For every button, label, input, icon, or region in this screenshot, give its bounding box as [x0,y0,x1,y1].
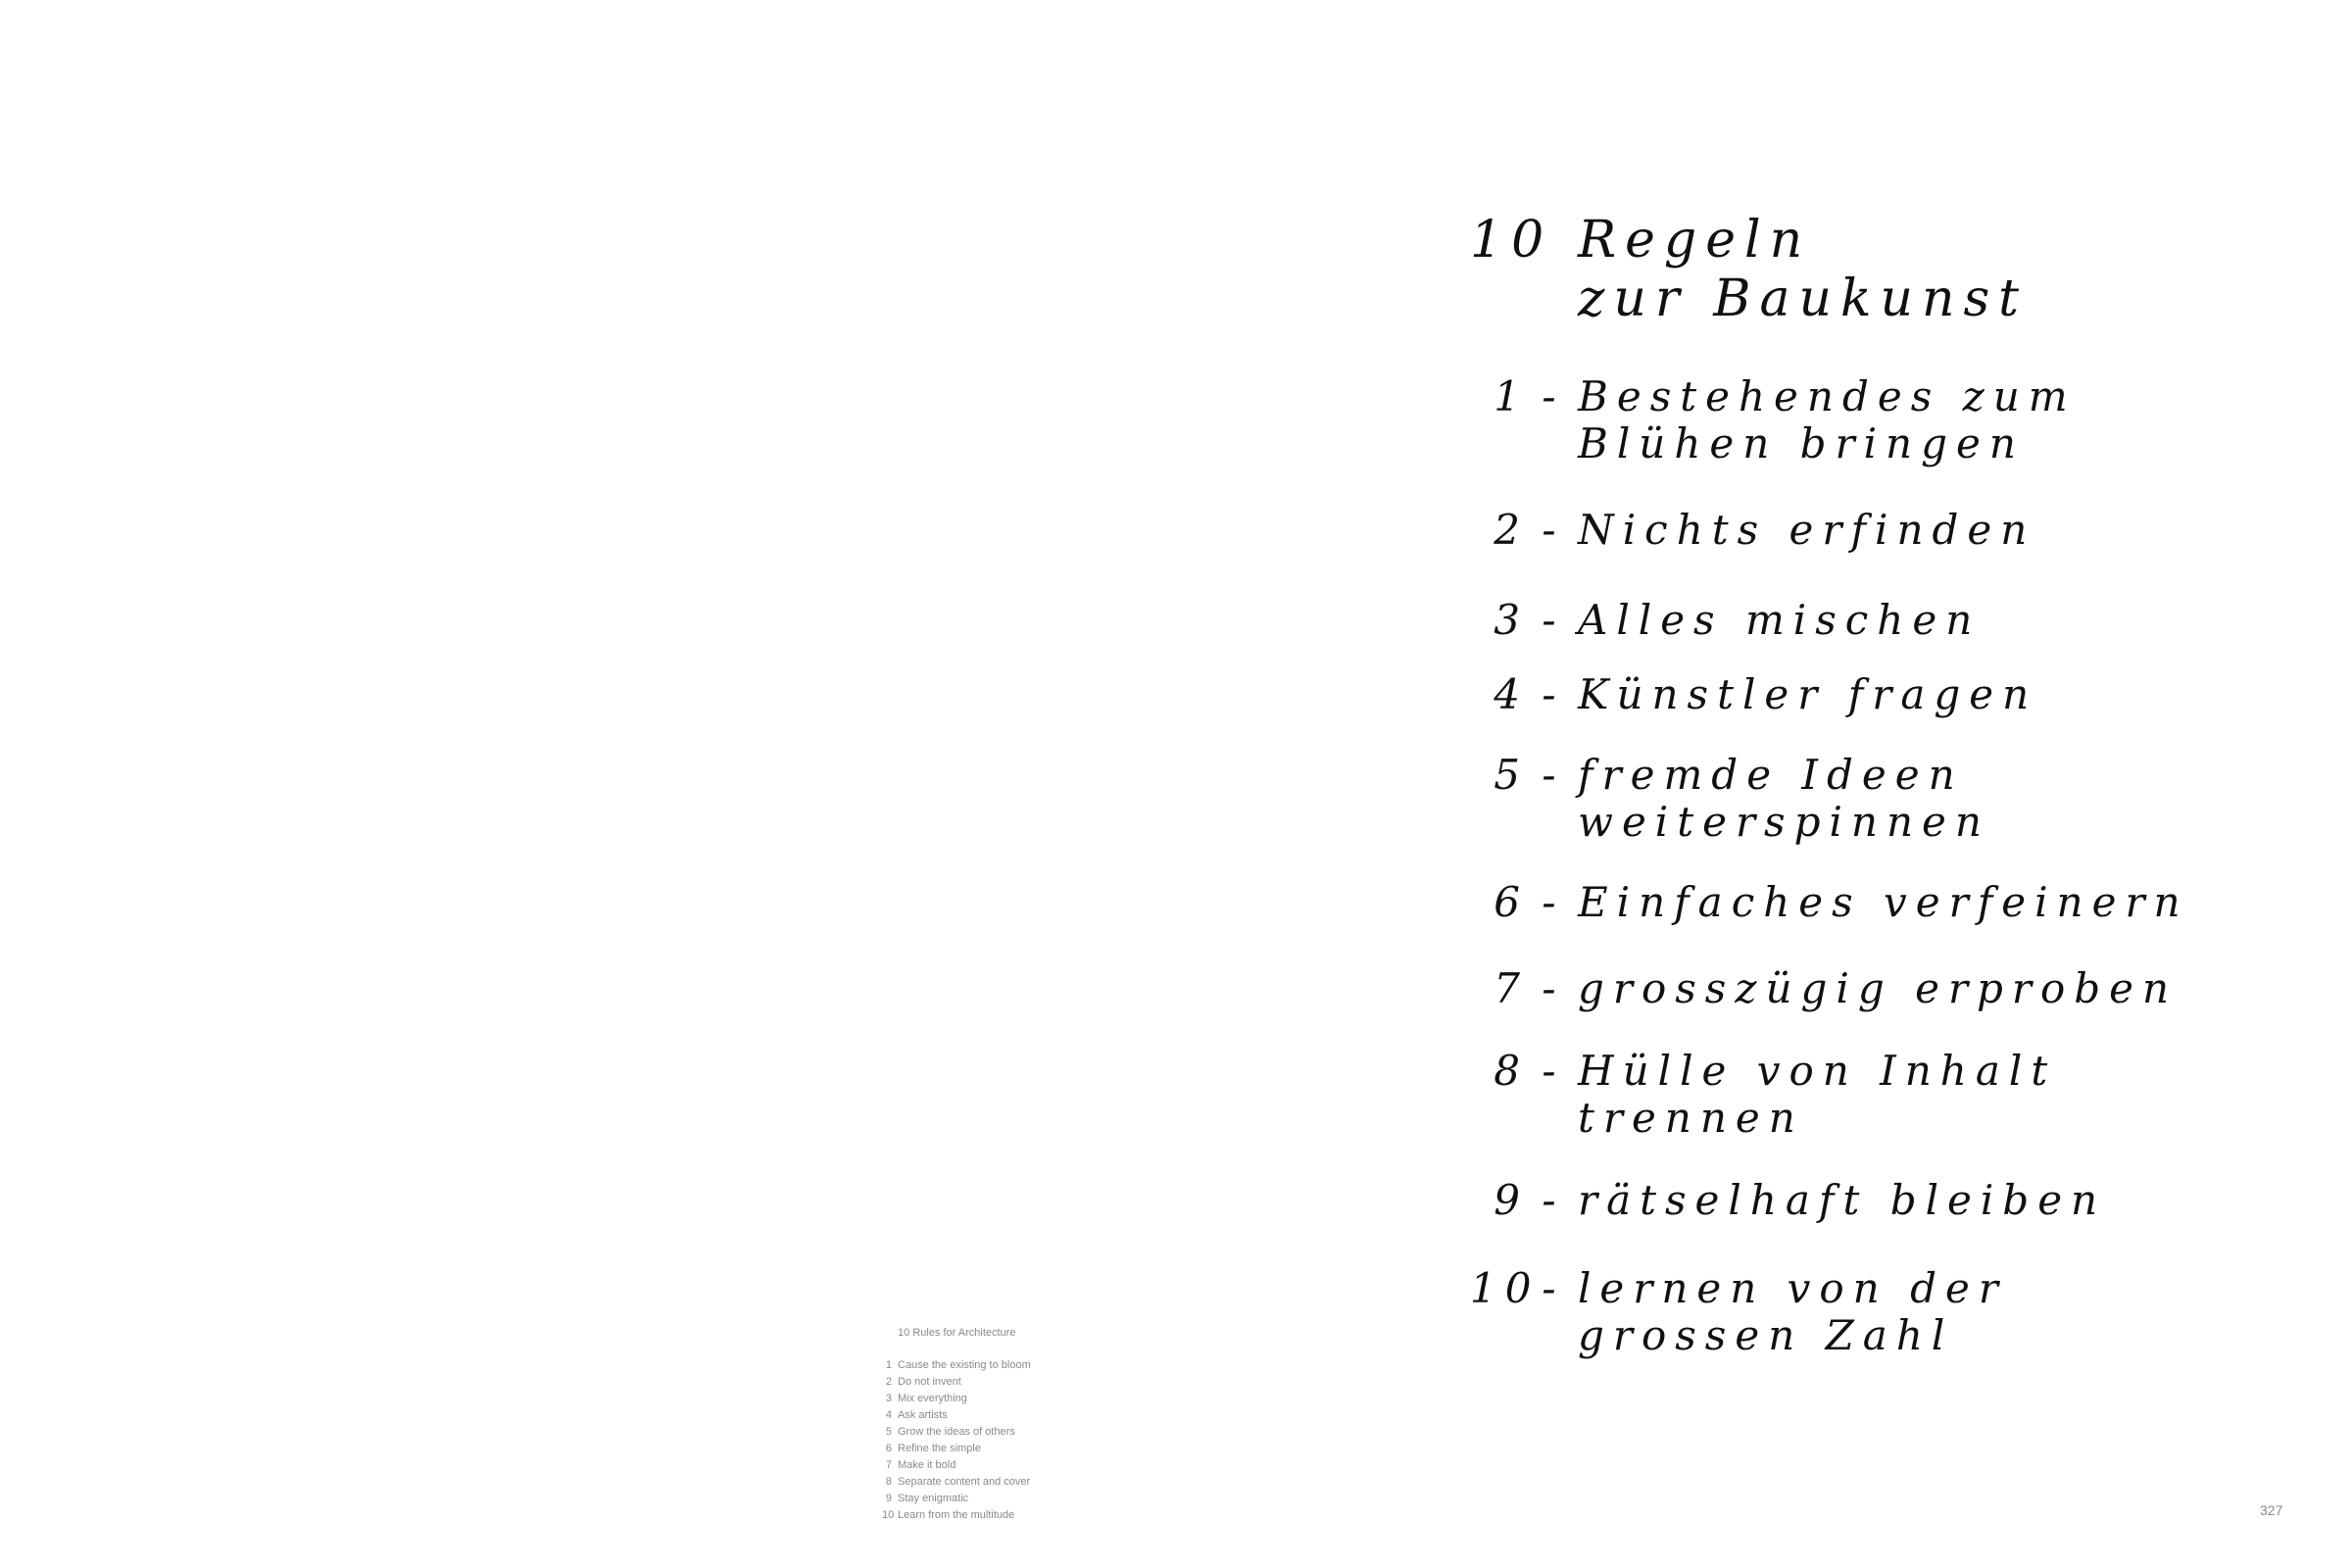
handwritten-rule [1470,507,2215,554]
rule-number: 10 [1470,1264,1541,1312]
rule-dash: - [1542,878,1565,926]
rule-number: 6 [1494,878,1529,926]
handwritten-rule [1470,752,2215,846]
caption-item-text: Stay enigmatic [898,1493,969,1504]
caption-item-number: 6 [885,1443,892,1454]
rule-dash: - [1542,1047,1565,1095]
caption-item [882,1474,1176,1491]
caption-item-text: Make it bold [898,1459,956,1471]
caption-item [882,1407,1176,1424]
caption-item-text: Ask artists [898,1409,948,1421]
rule-number: 4 [1494,670,1529,718]
handwritten-title-line1: Regeln [1578,211,1812,270]
rule-text: Einfaches verfeinern [1578,878,2189,926]
caption-item-number: 9 [885,1493,892,1504]
rule-number: 1 [1494,372,1529,420]
handwritten-rules-block [1470,211,2215,1359]
caption-item-text: Cause the existing to bloom [898,1359,1031,1371]
rule-dash: - [1542,506,1565,554]
rule-text: Alles mischen [1578,596,1982,644]
caption-item-text: Do not invent [898,1376,961,1388]
rule-number: 8 [1494,1047,1529,1095]
handwritten-rule [1470,1265,2215,1359]
caption-item-number: 10 [882,1509,895,1521]
handwritten-title-number: 10 [1470,211,1553,270]
rule-dash: - [1542,1264,1565,1312]
rule-text: fremde Ideen weiterspinnen [1578,751,1990,846]
caption-item [882,1391,1176,1407]
caption-item [882,1457,1176,1474]
caption-item-text: Learn from the multitude [898,1509,1015,1521]
caption-title: 10 Rules for Architecture [898,1327,1016,1339]
rule-dash: - [1542,670,1565,718]
caption-item [882,1491,1176,1507]
caption-item-text: Mix everything [898,1393,967,1404]
caption-item-text: Separate content and cover [898,1476,1031,1488]
handwritten-rule [1470,671,2215,718]
rule-dash: - [1542,1176,1565,1224]
caption-item-number: 1 [885,1359,892,1371]
rule-number: 5 [1494,751,1529,799]
caption-block [882,1325,1176,1524]
rule-text: Bestehendes zum Blühen bringen [1578,372,2077,467]
caption-item-text: Refine the simple [898,1443,981,1454]
caption-item-text: Grow the ideas of others [898,1426,1015,1438]
handwritten-rule [1470,373,2215,467]
rule-dash: - [1542,372,1565,420]
rule-text: rätselhaft bleiben [1578,1176,2107,1224]
rule-text: Hülle von Inhalt trennen [1578,1047,2057,1142]
rule-dash: - [1542,596,1565,644]
caption-item-number: 4 [885,1409,892,1421]
caption-item-number: 5 [885,1426,892,1438]
caption-item [882,1507,1176,1524]
page-number: 327 [2260,1502,2283,1518]
rule-number: 7 [1494,964,1529,1012]
handwritten-rule [1470,597,2215,644]
caption-item [882,1374,1176,1391]
rule-number: 3 [1494,596,1529,644]
caption-item-number: 7 [885,1459,892,1471]
rule-number: 9 [1494,1176,1529,1224]
caption-item [882,1357,1176,1374]
caption-list [882,1357,1176,1524]
caption-item [882,1424,1176,1441]
handwritten-rule [1470,965,2215,1012]
rule-number: 2 [1494,506,1529,554]
rule-text: Nichts erfinden [1578,506,2036,554]
rule-dash: - [1542,751,1565,799]
rule-dash: - [1542,964,1565,1012]
caption-item-number: 8 [885,1476,892,1488]
caption-item-number: 2 [885,1376,892,1388]
rule-text: grosszügig erproben [1578,964,2179,1012]
handwritten-title-line2: zur Baukunst [1578,270,2029,328]
handwritten-rule [1470,1048,2215,1142]
caption-item-number: 3 [885,1393,892,1404]
rule-text: lernen von der grossen Zahl [1578,1264,2007,1359]
handwritten-rule [1470,1177,2215,1224]
handwritten-rule [1470,879,2215,926]
caption-item [882,1441,1176,1457]
rule-text: Künstler fragen [1578,670,2038,718]
handwritten-title [1470,211,2215,328]
